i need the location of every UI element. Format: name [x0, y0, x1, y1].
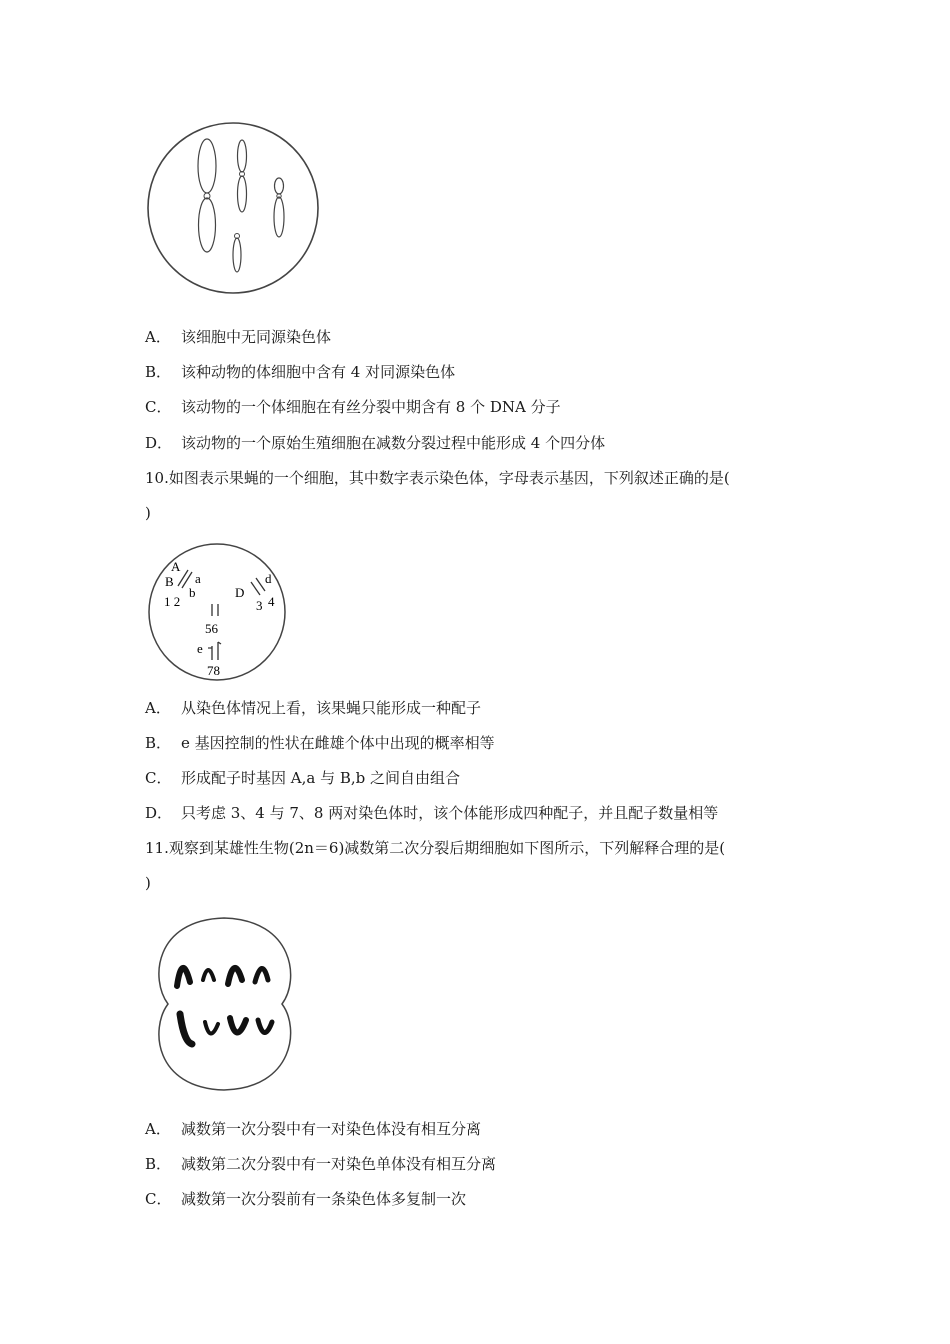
gene-label-B: B: [165, 574, 174, 589]
cell-figure-q9: [140, 112, 330, 308]
q9-option-a: A． 该细胞中无同源染色体: [145, 328, 332, 346]
cell-figure-q11: [150, 910, 310, 1100]
q9-option-c: C． 该动物的一个体细胞在有丝分裂中期含有 8 个 DNA 分子: [145, 398, 561, 416]
q9-option-d: D． 该动物的一个原始生殖细胞在减数分裂过程中能形成 4 个四分体: [145, 434, 606, 452]
chromosome-label-3: 3: [256, 598, 263, 613]
q10-option-c: C． 形成配子时基因 A,a 与 B,b 之间自由组合: [145, 769, 461, 787]
gene-label-a: a: [195, 571, 201, 586]
gene-label-A: A: [171, 559, 181, 574]
gene-label-d: d: [265, 571, 272, 586]
q10-stem-line1: 10.如图表示果蝇的一个细胞，其中数字表示染色体，字母表示基因，下列叙述正确的是(: [145, 469, 730, 487]
q11-stem-line1: 11.观察到某雄性生物(2n＝6)减数第二次分裂后期细胞如下图所示，下列解释合理的是(: [145, 839, 726, 857]
gene-label-e: e: [197, 641, 203, 656]
q10-option-b: B． e 基因控制的性状在雌雄个体中出现的概率相等: [145, 734, 495, 752]
q11-stem-line2: ): [145, 874, 151, 892]
chromosome-label-5-6: 56: [205, 621, 218, 636]
q11-option-a: A． 减数第一次分裂中有一对染色体没有相互分离: [145, 1120, 482, 1138]
chromosome-label-7-8: 78: [207, 663, 220, 678]
chromosome-label-1-2: 1 2: [164, 594, 181, 609]
q10-stem-line2: ): [145, 504, 151, 522]
gene-label-D: D: [235, 585, 245, 600]
cell-figure-q10: [140, 540, 300, 685]
q10-option-d: D． 只考虑 3、4 与 7、8 两对染色体时，该个体能形成四种配子，并且配子数量相等: [145, 804, 719, 822]
q10-option-a: A． 从染色体情况上看，该果蝇只能形成一种配子: [145, 699, 482, 717]
q9-option-b: B． 该种动物的体细胞中含有 4 对同源染色体: [145, 363, 456, 381]
q11-option-c: C． 减数第一次分裂前有一条染色体多复制一次: [145, 1190, 467, 1208]
gene-label-b: b: [189, 585, 196, 600]
q11-option-b: B． 减数第二次分裂中有一对染色单体没有相互分离: [145, 1155, 497, 1173]
chromosome-label-4: 4: [268, 594, 275, 609]
